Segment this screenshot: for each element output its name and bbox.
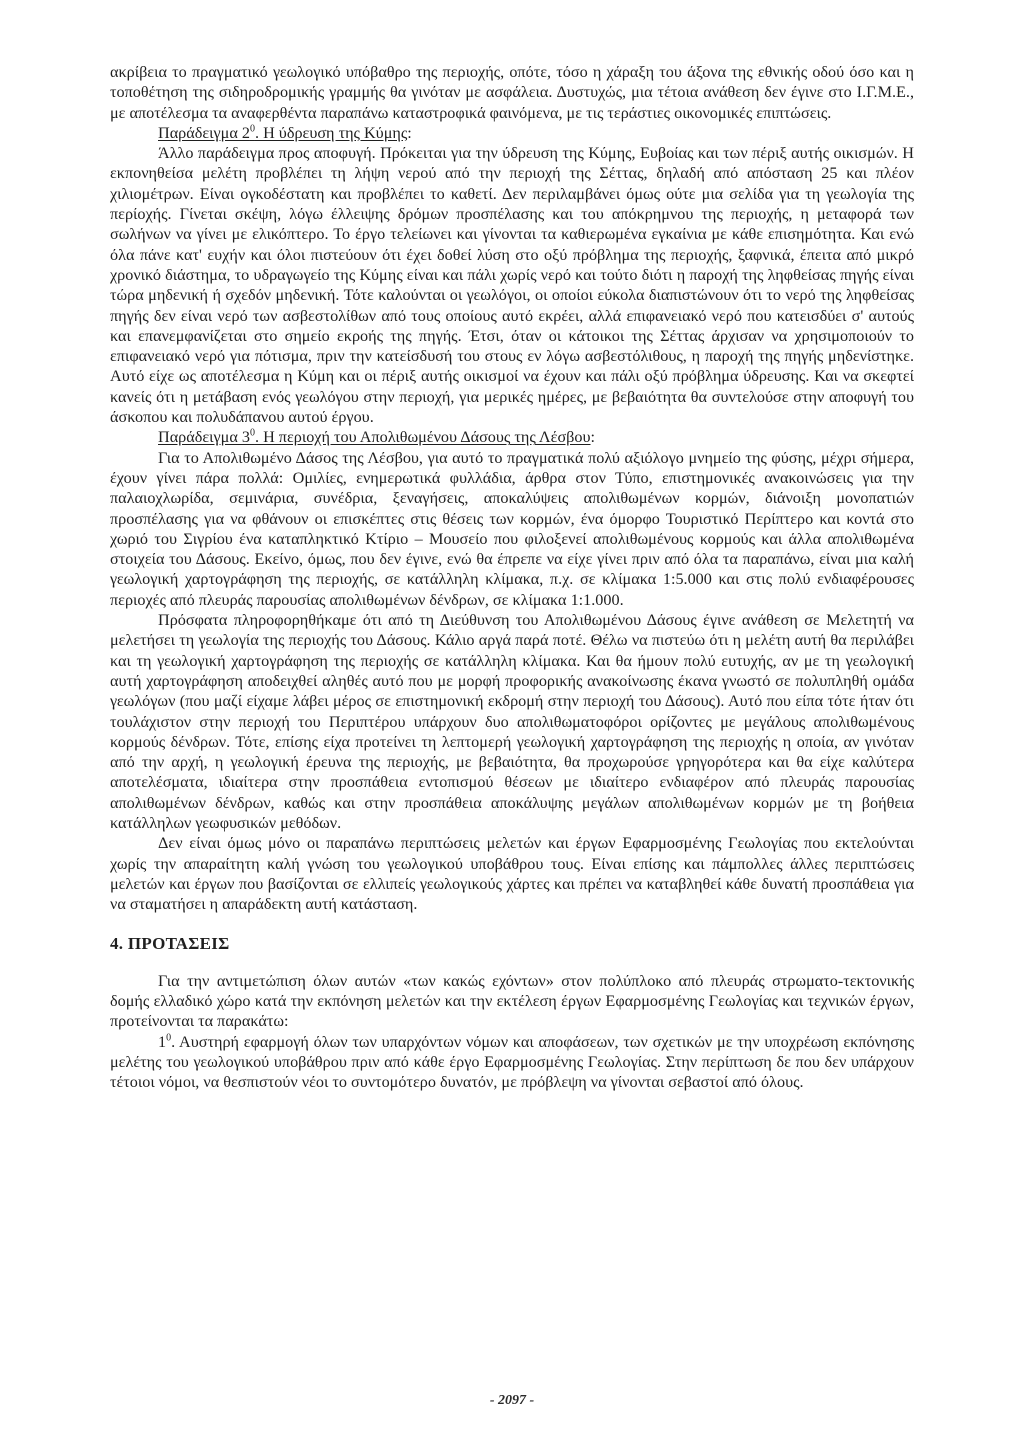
example-2-label: Παράδειγμα 2: [158, 123, 250, 142]
example-3-body-3: Δεν είναι όμως μόνο οι παραπάνω περιπτώσεις μελετών και έργων Εφαρμοσμένης Γεωλογίας που εκτελούνται χωρίς την απαραίτητη καλή γνώση του γεωλογικού υποβάθρου τους. Είναι επίσης και πάμπολλες άλλες περιπτώσεις μελετών και έργων που βασίζονται σε ελλιπείς γεωλογικούς χάρτες και πρέπει να καταβληθεί κάθε δυνατή προσπάθεια για να σταματήσει η απαράδεκτη αυτή κατάσταση.: [110, 834, 914, 914]
section-4-heading: 4. ΠΡΟΤΑΣΕΙΣ: [110, 934, 230, 954]
section-4-intro: Για την αντιμετώπιση όλων αυτών «των κακώς εχόντων» στον πολύπλοκο από πλευράς στρωματο-τεκτονικής δομής ελλαδικό χώρο κατά την εκπόνηση μελετών και την εκτέλεση έργων Εφαρμοσμένης Γεωλογίας και τεχνικών έργων, προτείνονται τα παρακάτω:: [110, 971, 914, 1031]
document-page: [110, 62, 914, 1093]
example-3-body-1: Για το Απολιθωμένο Δάσος της Λέσβου, για αυτό το πραγματικά πολύ αξιόλογο μνημείο της φύσης, μέχρι σήμερα, έχουν γίνει πάρα πολλά: Ομιλίες, ενημερωτικά φυλλάδια, άρθρα στον Τύπο, επιστημονικές ανακοινώσεις για την παλαιοχλωρίδα, σεμινάρια, συνέδρια, ξεναγήσεις, αποκαλύψεις απολιθωμένων κορμών, διάνοιξη μονοπατιών προσπέλασης για να φθάνουν οι επισκέπτες στις θέσεις των κορμών, ένα όμορφο Τουριστικό Περίπτερο και κοντά στο χωριό του Σιγρίου ένα καταπληκτικό Κτίριο – Μουσείο που φιλοξενεί απολιθωμένους κορμούς και άλλα απολιθωμένα στοιχεία του Δάσους. Εκείνο, όμως, που δεν έγινε, ενώ θα έπρεπε να είχε γίνει πριν από όλα τα παραπάνω, είναι μια καλή γεωλογική χαρτογράφηση της περιοχής, σε κατάλληλη κλίμακα, π.χ. σε κλίμακα 1:5.000 και στις πολύ ενδιαφέρουσες περιοχές από πλευράς παρουσίας απολιθωμένων δένδρων, σε κλίμακα 1:1.000.: [110, 448, 914, 609]
proposal-1: [110, 1032, 914, 1093]
example-2-heading: [110, 123, 914, 143]
example-3-colon: :: [590, 428, 596, 447]
example-2-colon: :: [407, 123, 412, 142]
example-2-title: . Η ύδρευση της Κύμης: [254, 123, 408, 142]
example-2-heading-underlined: [158, 124, 407, 142]
example-2-superscript: 0: [249, 123, 255, 135]
example-3-title: . Η περιοχή του Απολιθωμένου Δάσους της Λέσβου: [254, 428, 591, 447]
proposal-1-text: . Αυστηρή εφαρμογή όλων των υπαρχόντων νόμων και αποφάσεων, των σχετικών με την υποχρέωση εκπόνησης μελέτης του γεωλογικού υποβάθρου πριν από κάθε έργο Εφαρμοσμένης Γεωλογίας. Στην περίπτωση δε που δεν υπάρχουν τέτοιοι νόμοι, να θεσπιστούν νέοι το συντομότερο δυνατόν, με πρόβλεψη να γίνονται σεβαστοί από όλους.: [110, 1032, 914, 1092]
intro-paragraph: ακρίβεια το πραγματικό γεωλογικό υπόβαθρο της περιοχής, οπότε, τόσο η χάραξη του άξονα της εθνικής οδού όσο και η τοποθέτηση της σιδηροδρομικής γραμμής θα γινόταν με ασφάλεια. Δυστυχώς, μια τέτοια ανάθεση δεν έγινε στο Ι.Γ.Μ.Ε., με αποτέλεσμα τα αναφερθέντα παραπάνω καταστροφικά φαινόμενα, με τις τεράστιες οικονομικές επιπτώσεις.: [110, 63, 914, 122]
example-3-heading-underlined: [158, 428, 591, 446]
example-3-superscript: 0: [249, 427, 255, 439]
example-3-heading: [110, 427, 914, 447]
example-2-body: Άλλο παράδειγμα προς αποφυγή. Πρόκειται για την ύδρευση της Κύμης, Ευβοίας και των πέριξ αυτής οικισμών. Η εκπονηθείσα μελέτη προβλέπει τη λήψη νερού από την περιοχή της Σέττας, δηλαδή από απόσταση 25 και πλέον χιλιομέτρων. Είναι ογκοδέστατη και προβλέπει το καθετί. Δεν περιλαμβάνει όμως ούτε μια σελίδα για τη γεωλογία της περίοχής. Γίνεται σκέψη, λόγω έλλειψης δρόμων προσπέλασης και του απόκρημνου της περιοχής, η μεταφορά των σωλήνων να γίνει με ελικόπτερο. Το έργο τελείωνει και γίνονται τα καθιερωμένα εγκαίνια με κάθε επισημότητα. Και ενώ όλα πάνε κατ' ευχήν και όλοι πιστεύουν ότι έχει δοθεί λύση στο οξύ πρόβλημα της περιοχής, ξαφνικά, έπειτα από μικρό χρονικό διάστημα, το υδραγωγείο της Κύμης είναι και πάλι χωρίς νερό και τούτο διότι η παροχή της ληφθείσας πηγής είναι τώρα μηδενική ή σχεδόν μηδενική. Τότε καλούνται οι γεωλόγοι, οι οποίοι εύκολα διαπιστώνουν ότι το νερό της ληφθείσας πηγής δεν είναι νερό των ασβεστολίθων από τους οποίους αυτό εκρέει, αλλά επιφανειακό νερό που κατεισδύει σ' αυτούς και επανεμφανίζεται στο σημείο εκροής της πηγής. Έτσι, όταν οι κάτοικοι της Σέττας άρχισαν να χρησιμοποιούν το επιφανειακό νερό για πότισμα, πριν την κατείσδυσή του στους εν λόγω ασβεστόλιθους, η παροχή της πηγής μηδενίστηκε. Αυτό είχε ως αποτέλεσμα η Κύμη και οι πέριξ αυτής οικισμοί να έχουν και πάλι οξύ πρόβλημα ύδρευσης. Και να σκεφτεί κανείς ότι η μετάβαση ενός γεωλόγου στην περιοχή, για μερικές ημέρες, με βεβαιότητα θα συντελούσε στην αποφυγή του άσκοπου και πολυδάπανου αυτού έργου.: [110, 144, 914, 427]
proposal-1-number: 1: [158, 1032, 167, 1051]
proposal-1-superscript: 0: [166, 1032, 172, 1044]
example-3-body-2: Πρόσφατα πληροφορηθήκαμε ότι από τη Διεύθυνση του Απολιθωμένου Δάσους έγινε ανάθεση σε Μελετητή να μελετήσει τη γεωλογία της περιοχής του Δάσους. Κάλιο αργά παρά ποτέ. Θέλω να πιστεύω ότι η μελέτη αυτή θα περιλάβει και τη γεωλογική χαρτογράφηση της περιοχής σε κατάλληλη κλίμακα. Και θα ήμουν πολύ ευτυχής, αν με τη γεωλογική αυτή χαρτογράφηση αποδειχθεί αληθές αυτό που με μορφή προφορικής ανακοίνωσης έκανα γνωστό σε πολυπληθή ομάδα γεωλόγων (που μαζί είχαμε λάβει μέρος σε επιστημονική εκδρομή στην περιοχή του Δάσους). Αυτό που είπα τότε ήταν ότι τουλάχιστον στην περιοχή του Περιπτέρου υπάρχουν δυο απολιθωματοφόροι ορίζοντες με μεγάλους απολιθωμένους κορμούς δένδρων. Τότε, επίσης είχα προτείνει τη λεπτομερή γεωλογική χαρτογράφηση της περιοχής η οποία, αν γινόταν από την αρχή, η γεωλογική έρευνα της περιοχής, με βεβαιότητα, θα προχωρούσε γρηγορότερα και θα είχε καλύτερα αποτελέσματα, ιδιαίτερα στην προσπάθεια εντοπισμού θέσεων με ιδιαίτερο ενδιαφέρον από πλευράς παρουσίας απολιθωμένων δένδρων, καθώς και στην προσπάθεια αποκάλυψης μεγάλων απολιθωμένων κορμών με τη βοήθεια κατάλληλων γεωφυσικών μεθόδων.: [110, 611, 914, 832]
example-3-label: Παράδειγμα 3: [158, 428, 250, 447]
page-number: - 2097 -: [489, 1393, 535, 1408]
